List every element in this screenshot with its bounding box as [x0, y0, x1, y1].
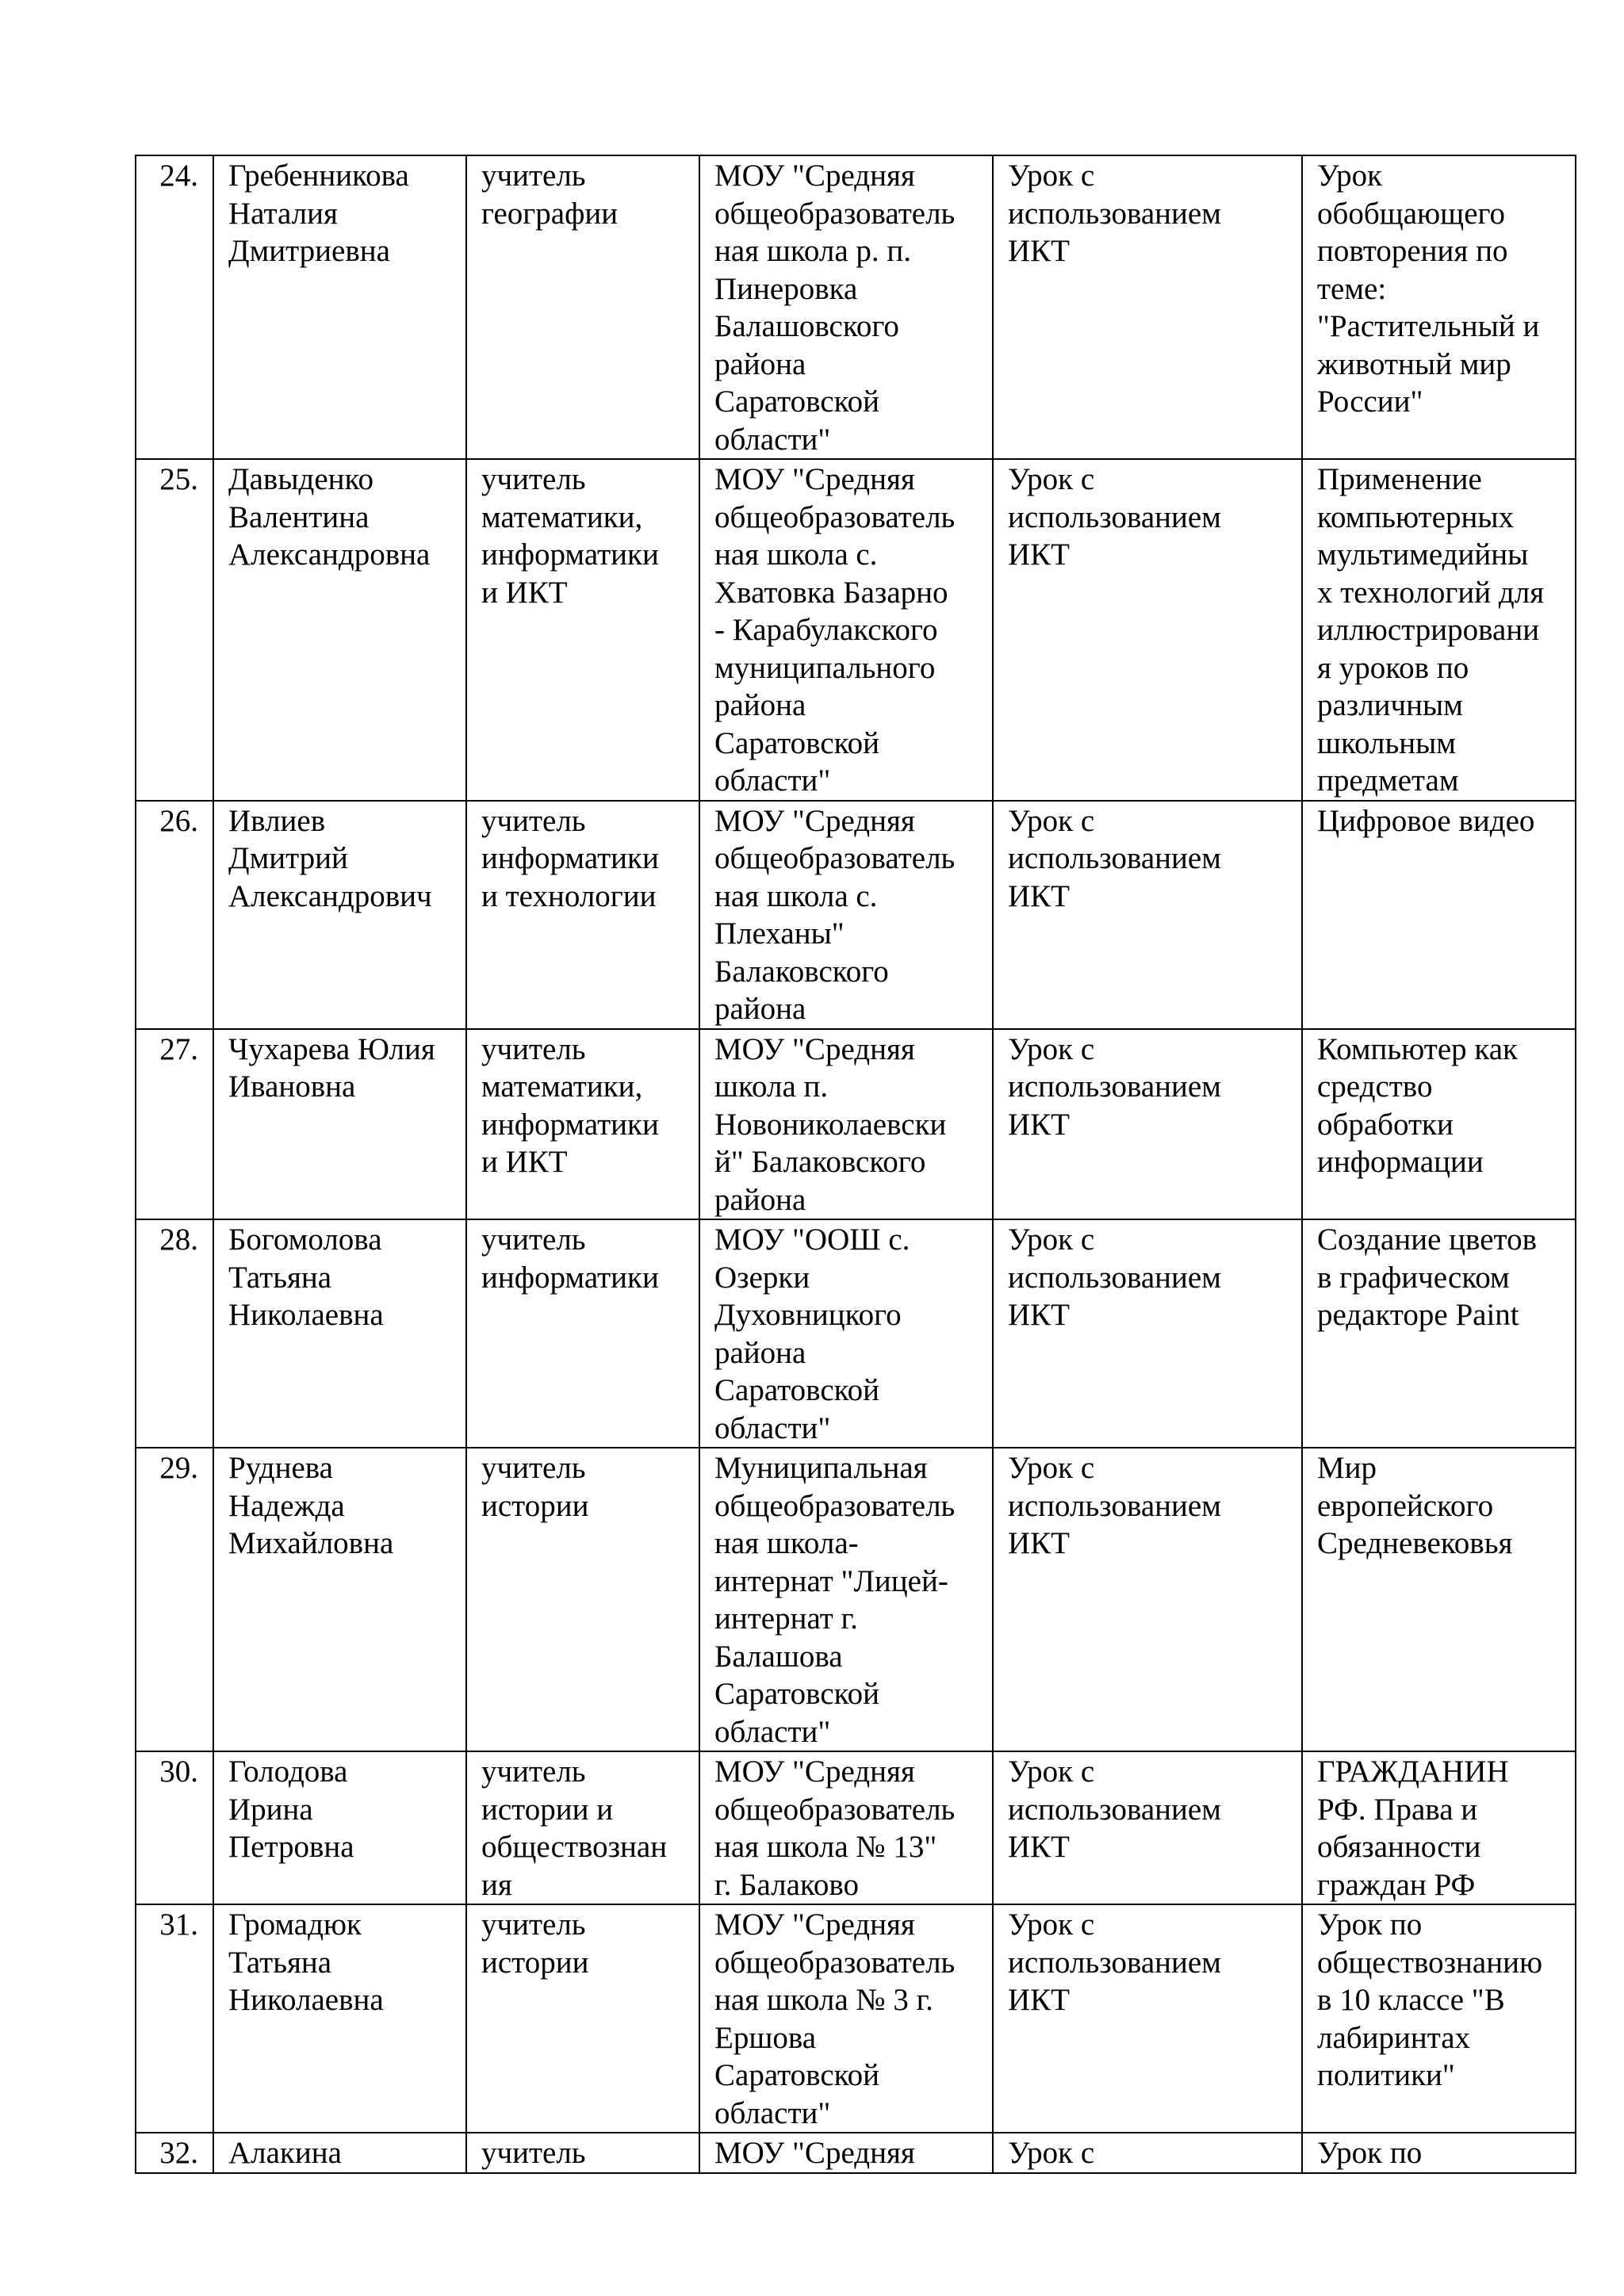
- teacher-name: Руднева Надежда Михайловна: [213, 1448, 466, 1751]
- table-row: [136, 1219, 1576, 1448]
- school-name: МОУ "Средняя общеобразователь ная школа р. п. Пинеровка Балашовского района Саратовской области": [699, 155, 993, 459]
- teacher-position: учитель информатики и технологии: [466, 801, 699, 1029]
- row-number: 27.: [136, 1029, 213, 1220]
- teacher-position: учитель истории и обществознан ия: [466, 1751, 699, 1904]
- lesson-type: Урок с использованием ИКТ: [993, 1448, 1302, 1751]
- lesson-type: Урок с использованием ИКТ: [993, 1904, 1302, 2133]
- row-number: 25.: [136, 459, 213, 801]
- lesson-type: Урок с использованием ИКТ: [993, 1751, 1302, 1904]
- teacher-name: Громадюк Татьяна Николаевна: [213, 1904, 466, 2133]
- school-name: МОУ "Средняя общеобразователь ная школа с. Хватовка Базарно - Карабулакского муниципального района Саратовской области": [699, 459, 993, 801]
- table-row: [136, 1751, 1576, 1904]
- school-name: Муниципальная общеобразователь ная школа- интернат "Лицей- интернат г. Балашова Саратовской области": [699, 1448, 993, 1751]
- teacher-position: учитель математики, информатики и ИКТ: [466, 1029, 699, 1220]
- table-row: [136, 1448, 1576, 1751]
- teacher-position: учитель информатики: [466, 1219, 699, 1448]
- lesson-type: Урок с использованием ИКТ: [993, 801, 1302, 1029]
- lesson-topic: Урок по: [1302, 2133, 1576, 2173]
- row-number: 28.: [136, 1219, 213, 1448]
- lesson-topic: Применение компьютерных мультимедийны х технологий для иллюстрировани я уроков по различным школьным предметам: [1302, 459, 1576, 801]
- table-row: [136, 1029, 1576, 1220]
- teacher-name: Богомолова Татьяна Николаевна: [213, 1219, 466, 1448]
- lesson-topic: ГРАЖДАНИН РФ. Права и обязанности граждан РФ: [1302, 1751, 1576, 1904]
- school-name: МОУ "ООШ с. Озерки Духовницкого района Саратовской области": [699, 1219, 993, 1448]
- teacher-name: Голодова Ирина Петровна: [213, 1751, 466, 1904]
- teacher-name: Гребенникова Наталия Дмитриевна: [213, 155, 466, 459]
- lesson-topic: Мир европейского Средневековья: [1302, 1448, 1576, 1751]
- lesson-type: Урок с: [993, 2133, 1302, 2173]
- table-row: [136, 155, 1576, 459]
- table-body: [136, 155, 1576, 2173]
- lesson-type: Урок с использованием ИКТ: [993, 459, 1302, 801]
- teacher-position: учитель математики, информатики и ИКТ: [466, 459, 699, 801]
- row-number: 31.: [136, 1904, 213, 2133]
- teacher-position: учитель географии: [466, 155, 699, 459]
- lesson-topic: Урок по обществознанию в 10 классе "В лабиринтах политики": [1302, 1904, 1576, 2133]
- teacher-position: учитель истории: [466, 1448, 699, 1751]
- school-name: МОУ "Средняя общеобразователь ная школа № 13" г. Балаково: [699, 1751, 993, 1904]
- table-row: [136, 2133, 1576, 2173]
- teacher-position: учитель: [466, 2133, 699, 2173]
- school-name: МОУ "Средняя школа п. Новониколаевски й" Балаковского района: [699, 1029, 993, 1220]
- row-number: 29.: [136, 1448, 213, 1751]
- school-name: МОУ "Средняя общеобразователь ная школа № 3 г. Ершова Саратовской области": [699, 1904, 993, 2133]
- row-number: 26.: [136, 801, 213, 1029]
- row-number: 32.: [136, 2133, 213, 2173]
- teacher-name: Чухарева Юлия Ивановна: [213, 1029, 466, 1220]
- lesson-type: Урок с использованием ИКТ: [993, 1219, 1302, 1448]
- lesson-type: Урок с использованием ИКТ: [993, 155, 1302, 459]
- school-name: МОУ "Средняя: [699, 2133, 993, 2173]
- teacher-position: учитель истории: [466, 1904, 699, 2133]
- table-row: [136, 459, 1576, 801]
- lesson-type: Урок с использованием ИКТ: [993, 1029, 1302, 1220]
- lesson-topic: Компьютер как средство обработки информации: [1302, 1029, 1576, 1220]
- teacher-name: Ивлиев Дмитрий Александрович: [213, 801, 466, 1029]
- row-number: 24.: [136, 155, 213, 459]
- table-row: [136, 1904, 1576, 2133]
- lesson-topic: Цифровое видео: [1302, 801, 1576, 1029]
- teacher-name: Давыденко Валентина Александровна: [213, 459, 466, 801]
- lesson-topic: Урок обобщающего повторения по теме: "Растительный и животный мир России": [1302, 155, 1576, 459]
- lesson-topic: Создание цветов в графическом редакторе Paint: [1302, 1219, 1576, 1448]
- teacher-name: Алакина: [213, 2133, 466, 2173]
- teachers-table: [135, 155, 1576, 2174]
- school-name: МОУ "Средняя общеобразователь ная школа с. Плеханы" Балаковского района: [699, 801, 993, 1029]
- row-number: 30.: [136, 1751, 213, 1904]
- table-row: [136, 801, 1576, 1029]
